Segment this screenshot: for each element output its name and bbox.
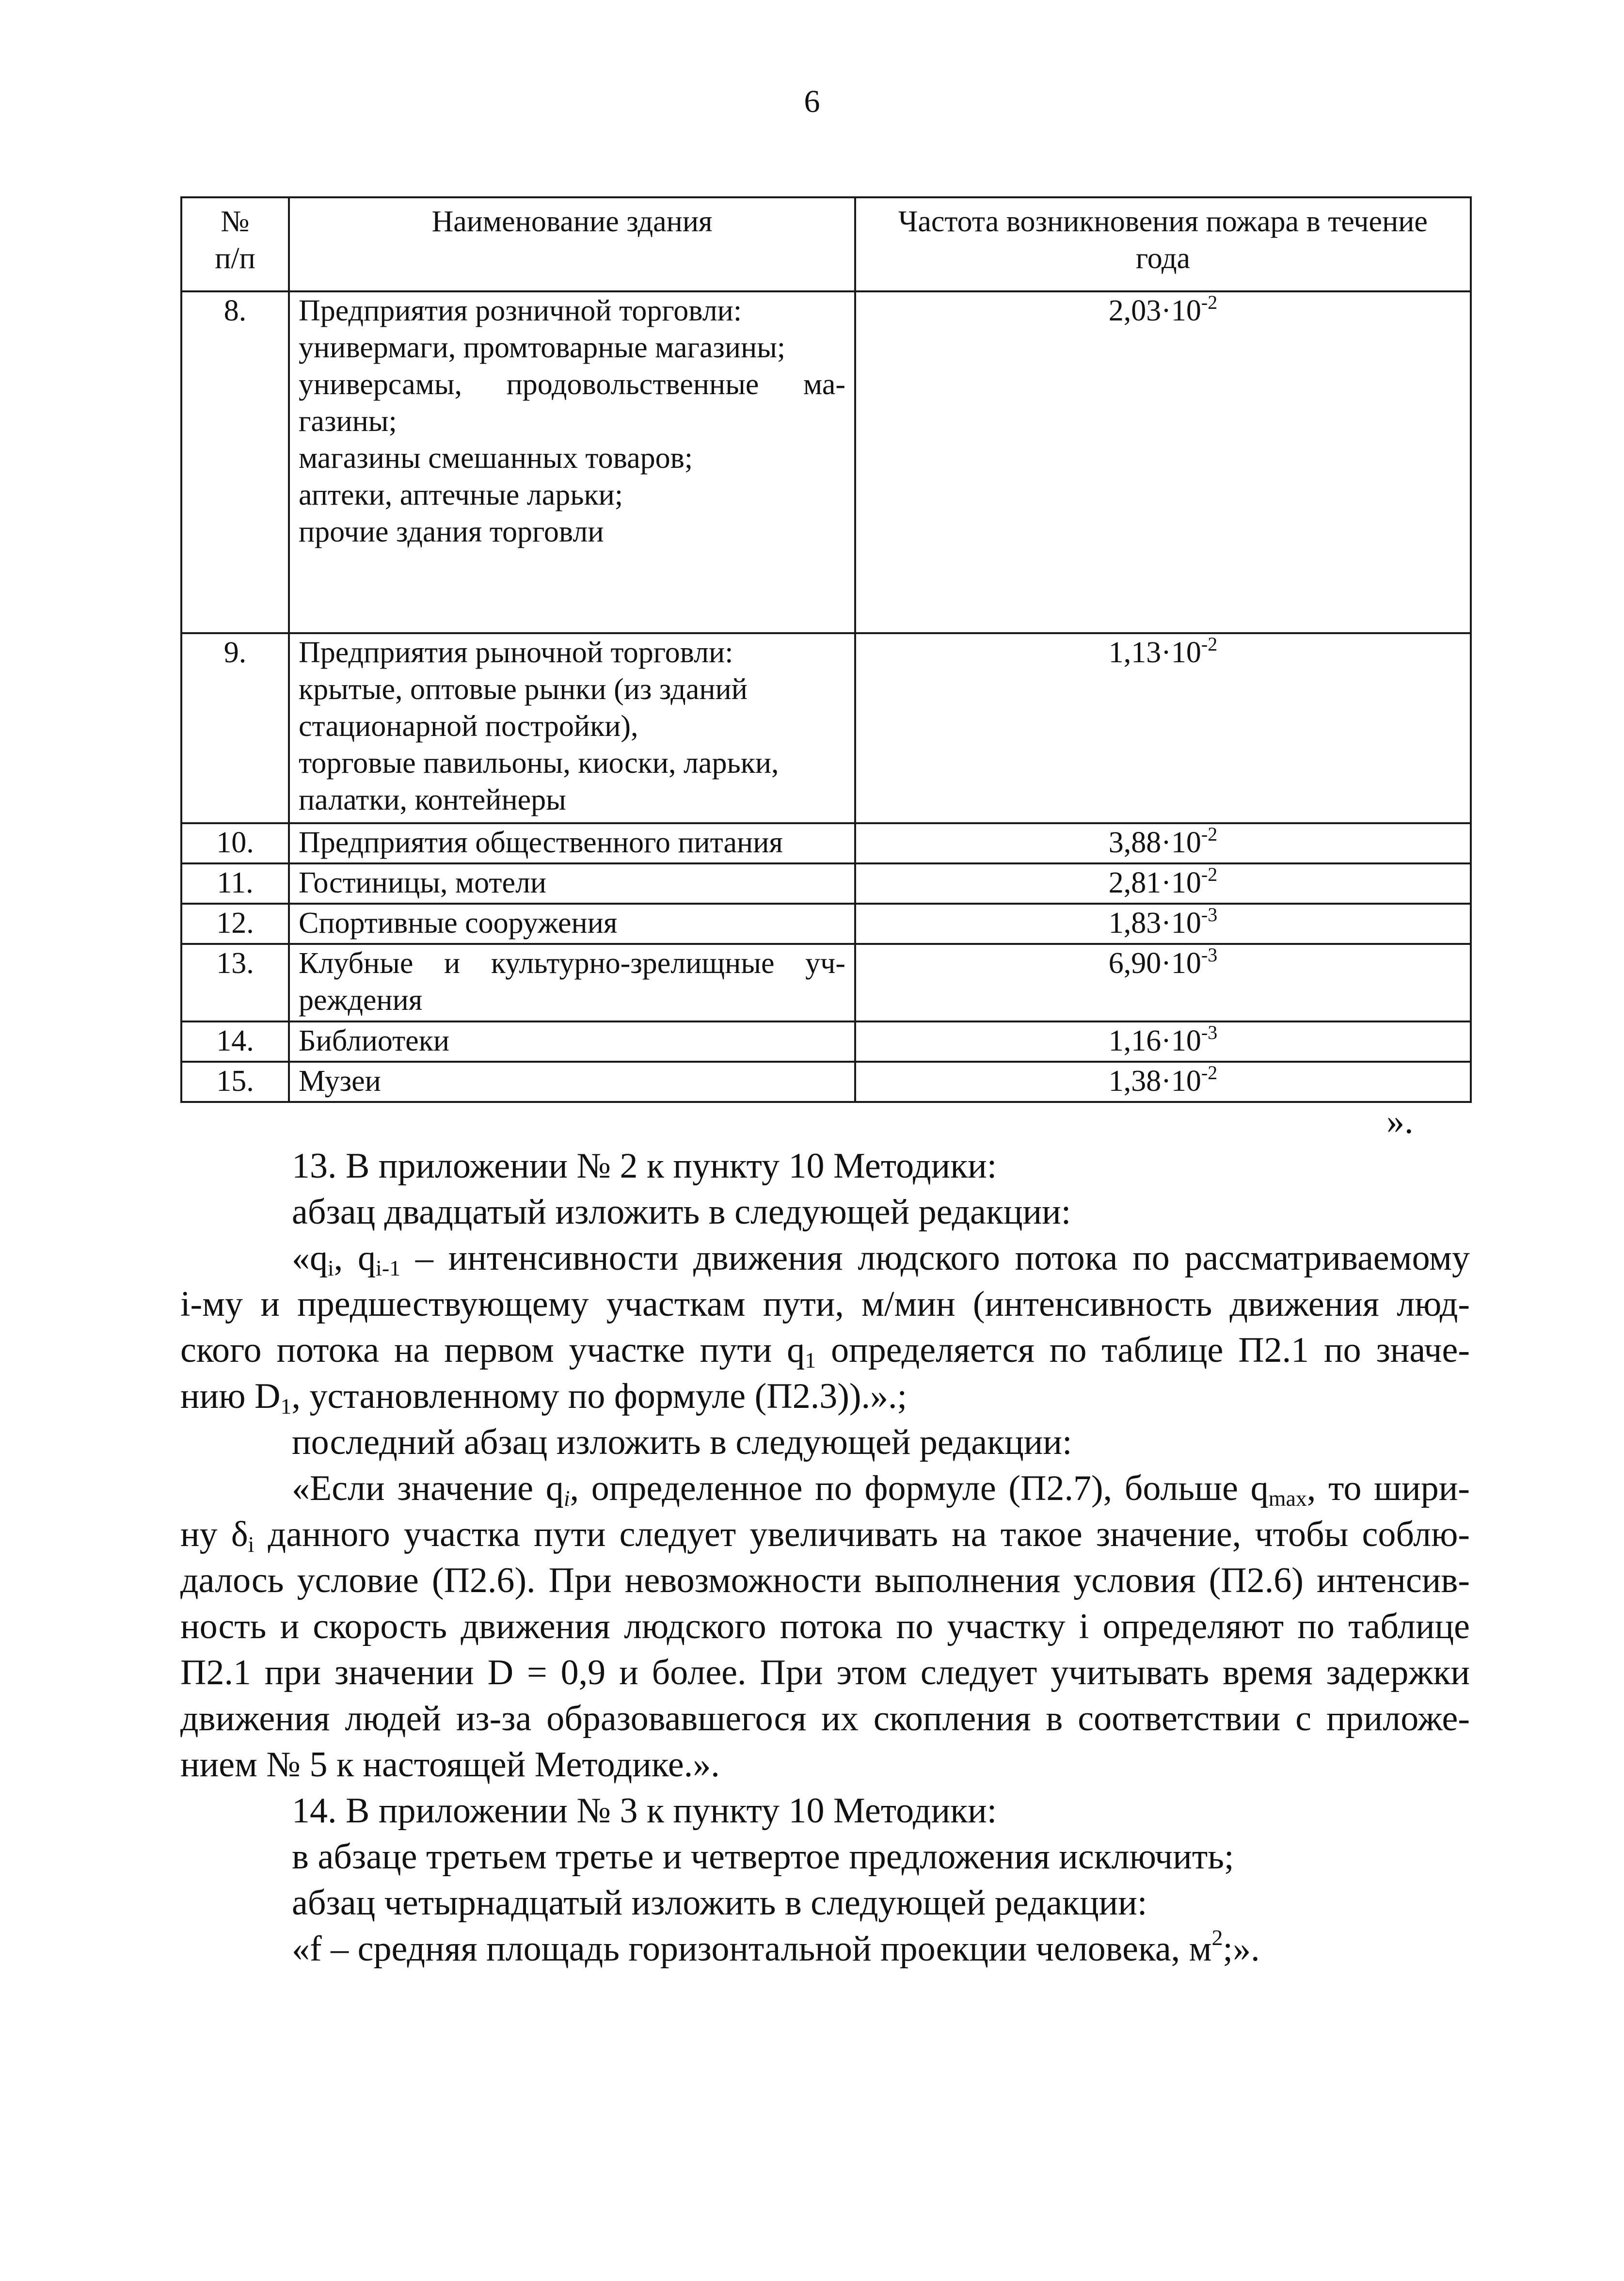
header-num	[181, 197, 289, 291]
building-name-line: прочие здания торговли	[299, 515, 604, 548]
amendment-text	[180, 1143, 1470, 1972]
table-row	[181, 291, 1471, 633]
table-row	[181, 904, 1471, 944]
if-clause-line4: ность и скорость движения людского потока по участку i определяют по таблице	[180, 1607, 1470, 1646]
row-number: 13.	[181, 944, 289, 1021]
building-name-line: Клубные и культурно-зрелищные уч-	[299, 947, 845, 980]
building-name-line: Предприятия рыночной торговли:	[299, 636, 733, 669]
subscript: 1	[280, 1394, 292, 1419]
table-closing-quote: ».	[1386, 1101, 1414, 1141]
fire-frequency	[855, 1021, 1471, 1062]
building-name-line: универсамы, продовольственные ма-	[299, 368, 845, 401]
page-number: 6	[804, 84, 820, 119]
last-paragraph-instruction: последний абзац изложить в следующей редакции:	[292, 1422, 1072, 1462]
text-fragment: определяется по таблице П2.1 по значе-	[816, 1330, 1470, 1370]
building-name	[289, 944, 855, 1021]
fire-frequency	[855, 1062, 1471, 1102]
item-13-instruction: абзац двадцатый изложить в следующей редакции:	[292, 1192, 1071, 1232]
frequency-mantissa: 2,03·10	[1108, 294, 1201, 327]
row-number: 11.	[181, 863, 289, 904]
header-num-line1: №	[221, 205, 250, 238]
building-name	[289, 291, 855, 633]
building-name-line: реждения	[299, 984, 423, 1017]
if-clause-line1	[180, 1466, 1470, 1512]
frequency-exponent: -2	[1201, 1062, 1218, 1084]
fire-frequency	[855, 823, 1471, 863]
frequency-mantissa: 1,83·10	[1108, 907, 1201, 940]
building-name-line: газины;	[299, 405, 397, 438]
text-fragment: , определенное по формуле (П2.7), больше q	[570, 1468, 1269, 1508]
subscript: i	[563, 1486, 570, 1511]
table-row	[181, 633, 1471, 823]
row-number: 15.	[181, 1062, 289, 1102]
superscript: 2	[1211, 1925, 1223, 1950]
text-fragment: «f – средняя площадь горизонтальной проекции человека, м	[292, 1929, 1212, 1969]
frequency-exponent: -3	[1201, 1021, 1218, 1043]
row-number: 8.	[181, 291, 289, 633]
building-name	[289, 1021, 855, 1062]
subscript: max	[1268, 1486, 1307, 1511]
text-fragment: , установленному по формуле (П2.3)).».;	[291, 1376, 908, 1416]
frequency-exponent: -2	[1201, 823, 1218, 845]
if-clause-line2	[180, 1512, 1470, 1558]
frequency-exponent: -2	[1201, 291, 1218, 313]
q-definition-line1	[180, 1235, 1470, 1281]
item-14-instruction-a: в абзаце третьем третье и четвертое предложения исключить;	[292, 1837, 1234, 1877]
row-number: 9.	[181, 633, 289, 823]
subscript: 1	[805, 1348, 816, 1372]
header-name	[289, 197, 855, 291]
table-row	[181, 944, 1471, 1021]
item-13-title: 13. В приложении № 2 к пункту 10 Методики:	[292, 1146, 997, 1186]
building-name-line: Предприятия розничной торговли:	[299, 294, 742, 327]
row-number: 14.	[181, 1021, 289, 1062]
frequency-mantissa: 6,90·10	[1108, 947, 1201, 980]
frequency-mantissa: 2,81·10	[1108, 866, 1201, 899]
subscript: i	[328, 1256, 334, 1280]
building-name-line: аптеки, аптечные ларьки;	[299, 479, 623, 511]
text-fragment: ;».	[1223, 1929, 1260, 1969]
if-clause-line6: движения людей из-за образовавшегося их скопления в соответствии с приложе-	[180, 1699, 1470, 1739]
q-definition-line2: i-му и предшествующему участкам пути, м/мин (интенсивность движения люд-	[180, 1284, 1470, 1324]
text-fragment: ну δ	[180, 1515, 248, 1554]
fire-frequency	[855, 904, 1471, 944]
q-definition-line3	[180, 1327, 1470, 1373]
subscript: i-1	[376, 1256, 401, 1280]
building-name-line: Предприятия общественного питания	[299, 826, 783, 859]
text-fragment: , то шири-	[1306, 1468, 1470, 1508]
building-name-line: палатки, контейнеры	[299, 783, 566, 816]
header-frequency-line2: года	[1135, 242, 1191, 275]
frequency-mantissa: 1,38·10	[1108, 1065, 1201, 1098]
text-fragment: «Если значение q	[292, 1468, 564, 1508]
text-fragment: , q	[334, 1238, 376, 1278]
building-name-line: крытые, оптовые рынки (из зданий	[299, 673, 748, 706]
row-number: 10.	[181, 823, 289, 863]
header-frequency	[855, 197, 1471, 291]
building-name	[289, 863, 855, 904]
building-name	[289, 904, 855, 944]
frequency-mantissa: 1,13·10	[1108, 636, 1201, 669]
building-name-line: стационарной постройки),	[299, 710, 638, 743]
building-name-line: Гостиницы, мотели	[299, 866, 547, 899]
table-row	[181, 823, 1471, 863]
header-name-text: Наименование здания	[431, 205, 713, 238]
fire-frequency-table	[180, 196, 1472, 1103]
subscript: i	[248, 1532, 255, 1557]
building-name	[289, 823, 855, 863]
text-fragment: «q	[292, 1238, 328, 1278]
building-name-line: Спортивные сооружения	[299, 907, 618, 940]
building-name-line: Библиотеки	[299, 1024, 449, 1057]
frequency-exponent: -2	[1201, 633, 1218, 655]
q-definition-line4	[180, 1373, 1470, 1420]
f-definition	[180, 1926, 1470, 1972]
header-num-line2: п/п	[215, 242, 255, 275]
fire-frequency	[855, 291, 1471, 633]
building-name-line: магазины смешанных товаров;	[299, 442, 693, 475]
table-header-row	[181, 197, 1471, 291]
building-name-line: торговые павильоны, киоски, ларьки,	[299, 747, 779, 780]
table-row	[181, 1021, 1471, 1062]
frequency-mantissa: 1,16·10	[1108, 1024, 1201, 1057]
frequency-exponent: -2	[1201, 863, 1218, 885]
fire-frequency	[855, 944, 1471, 1021]
item-14-title: 14. В приложении № 3 к пункту 10 Методики:	[292, 1791, 997, 1831]
text-fragment: данного участка пути следует увеличивать на такое значение, чтобы соблю-	[254, 1515, 1470, 1554]
frequency-exponent: -3	[1201, 904, 1218, 925]
table-row	[181, 863, 1471, 904]
building-name	[289, 633, 855, 823]
building-name-line: универмаги, промтоварные магазины;	[299, 331, 786, 364]
table-row	[181, 1062, 1471, 1102]
text-fragment: нию D	[180, 1376, 281, 1416]
if-clause-line7: нием № 5 к настоящей Методике.».	[180, 1745, 720, 1785]
building-name	[289, 1062, 855, 1102]
if-clause-line3: далось условие (П2.6). При невозможности выполнения условия (П2.6) интенсив-	[180, 1561, 1470, 1600]
text-fragment: ского потока на первом участке пути q	[180, 1330, 805, 1370]
if-clause-line5: П2.1 при значении D = 0,9 и более. При этом следует учитывать время задержки	[180, 1653, 1470, 1692]
header-frequency-line1: Частота возникновения пожара в течение	[898, 205, 1428, 238]
fire-frequency	[855, 863, 1471, 904]
text-fragment: – интенсивности движения людского потока по рассматриваемому	[400, 1238, 1470, 1278]
building-name-line: Музеи	[299, 1065, 381, 1098]
frequency-exponent: -3	[1201, 944, 1218, 966]
item-14-instruction-b: абзац четырнадцатый изложить в следующей редакции:	[292, 1883, 1147, 1923]
row-number: 12.	[181, 904, 289, 944]
frequency-mantissa: 3,88·10	[1108, 826, 1201, 859]
fire-frequency	[855, 633, 1471, 823]
